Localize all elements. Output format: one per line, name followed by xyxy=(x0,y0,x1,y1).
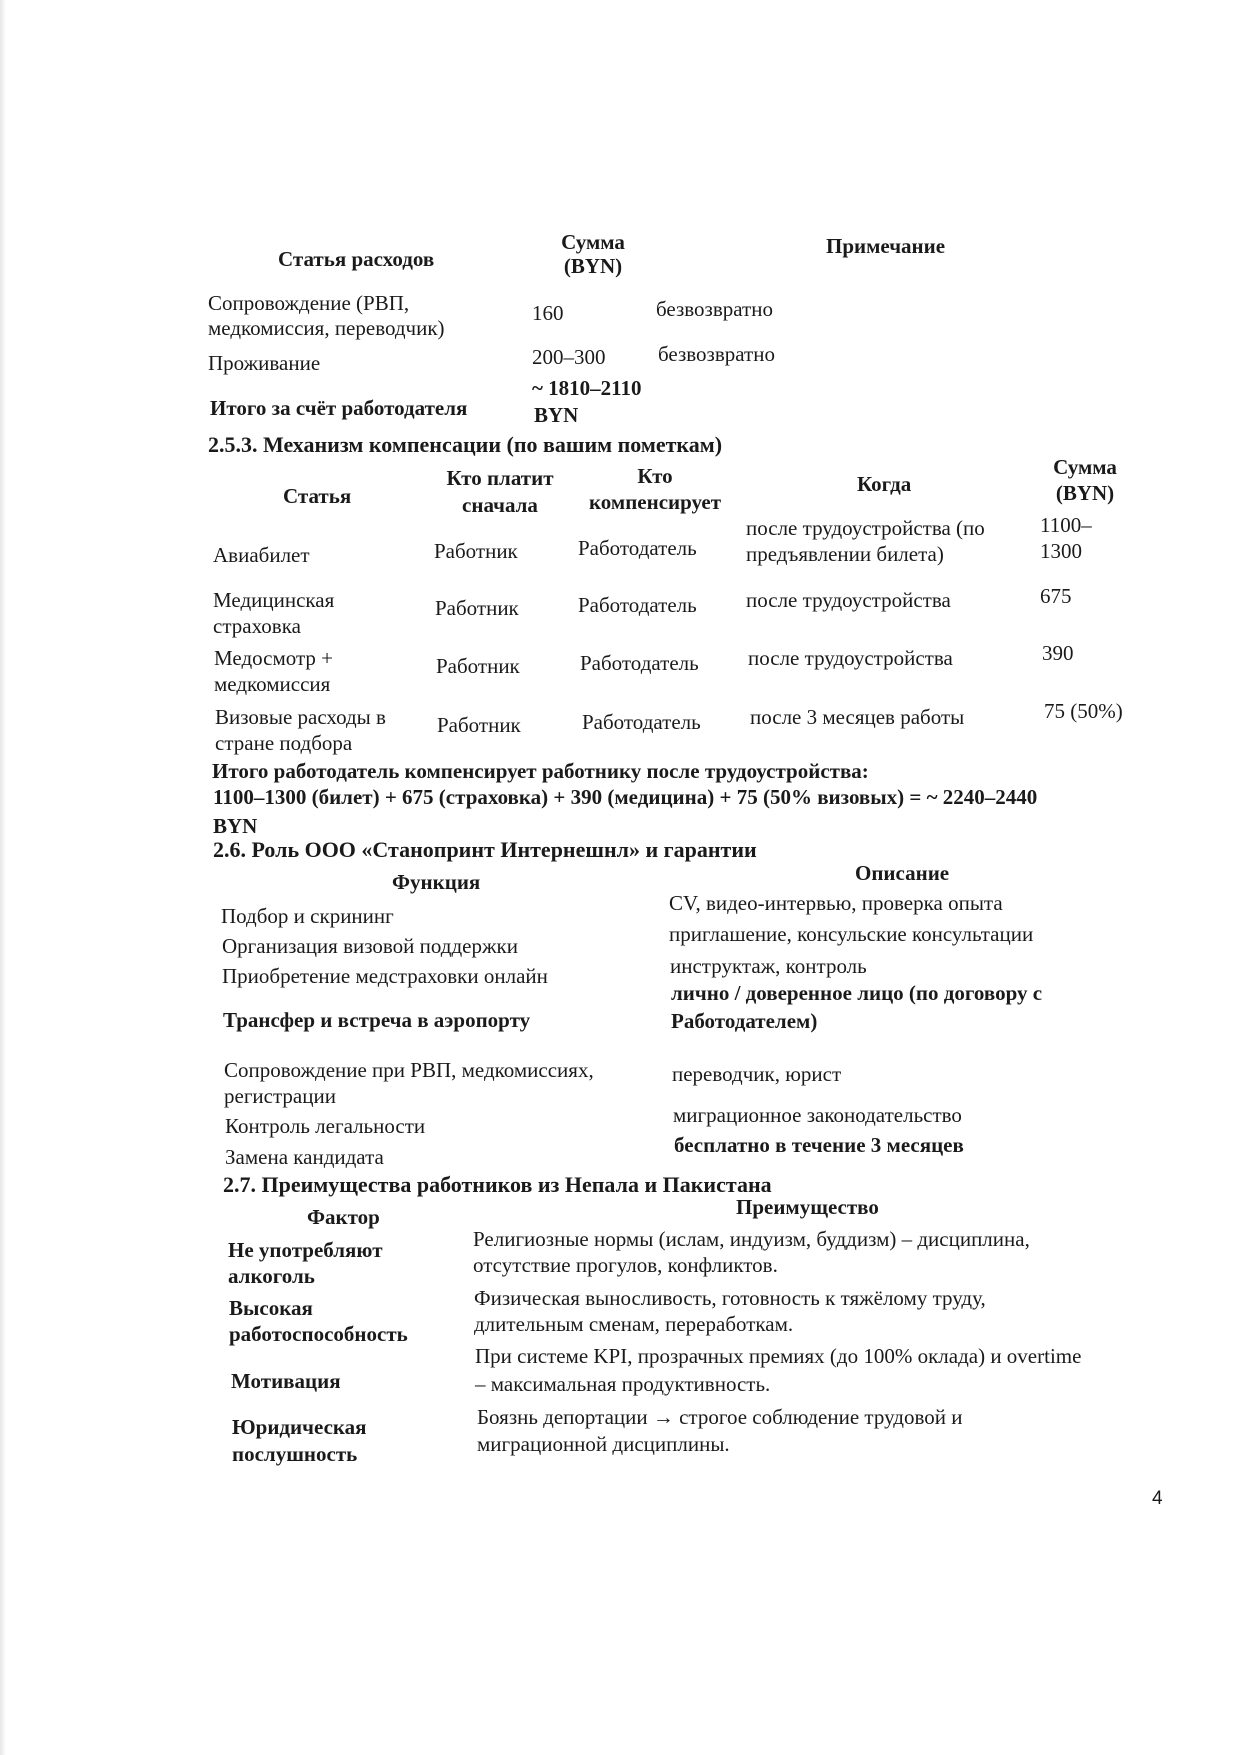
roles-row7-function: Замена кандидата xyxy=(225,1145,384,1169)
adv-row1-factor-line2: алкоголь xyxy=(228,1264,315,1288)
roles-row4-description-line1: лично / доверенное лицо (по договору с xyxy=(671,981,1043,1005)
roles-row5-description: переводчик, юрист xyxy=(672,1062,842,1086)
comp-header-sum-line2: (BYN) xyxy=(1055,481,1115,505)
comp-row1-sum-line1: 1100– xyxy=(1040,513,1092,537)
comp-total-line1: Итого работодатель компенсирует работнику после трудоустройства: xyxy=(212,759,869,783)
adv-row4-factor-line1: Юридическая xyxy=(232,1415,367,1439)
expenses-total-label: Итого за счёт работодателя xyxy=(210,396,468,420)
roles-row1-description: CV, видео-интервью, проверка опыта xyxy=(669,891,1003,915)
adv-row4-advantage-line2: миграционной дисциплины. xyxy=(477,1432,730,1456)
expenses-row2-note: безвозвратно xyxy=(658,342,775,366)
expenses-row1-note: безвозвратно xyxy=(656,297,773,321)
expenses-row1-item-line1: Сопровождение (РВП, xyxy=(208,291,410,315)
comp-row3-item-line1: Медосмотр + xyxy=(214,646,334,670)
comp-row1-when-line2: предъявлении билета) xyxy=(746,542,944,566)
expenses-header-note: Примечание xyxy=(826,234,946,258)
comp-row1-when-line1: после трудоустройства (по xyxy=(746,516,985,540)
comp-total-line3: BYN xyxy=(213,814,258,838)
advantages-header-factor: Фактор xyxy=(307,1205,380,1229)
roles-header-description: Описание xyxy=(855,861,950,885)
adv-row1-advantage-line1: Религиозные нормы (ислам, индуизм, буддизм) – дисциплина, xyxy=(473,1227,1030,1251)
comp-row4-sum: 75 (50%) xyxy=(1044,699,1123,723)
adv-row2-advantage-line2: длительным сменам, переработкам. xyxy=(474,1312,794,1336)
comp-row1-sum-line2: 1300 xyxy=(1040,539,1082,563)
roles-row2-function: Организация визовой поддержки xyxy=(222,934,518,958)
adv-row2-advantage-line1: Физическая выносливость, готовность к тяжёлому труду, xyxy=(474,1286,986,1310)
expenses-header-sum: Сумма (BYN) xyxy=(561,230,625,278)
roles-row4-description-line2: Работодателем) xyxy=(671,1009,818,1033)
comp-row3-item-line2: медкомиссия xyxy=(214,672,331,696)
adv-row2-factor-line2: работоспособность xyxy=(229,1322,408,1346)
comp-header-compensator-line2: компенсирует xyxy=(588,490,722,514)
adv-row3-factor: Мотивация xyxy=(231,1369,341,1393)
expenses-row2-sum: 200–300 xyxy=(532,345,606,369)
comp-row4-payer: Работник xyxy=(437,713,521,737)
section-26-heading: 2.6. Роль ООО «Станопринт Интернешнл» и гарантии xyxy=(213,837,757,862)
adv-row3-advantage-line2: – максимальная продуктивность. xyxy=(475,1372,771,1396)
adv-row2-factor-line1: Высокая xyxy=(229,1296,313,1320)
comp-row1-compensator: Работодатель xyxy=(578,536,697,560)
comp-header-sum-line1: Сумма xyxy=(1053,455,1117,479)
roles-row5-function-line2: регистрации xyxy=(224,1084,336,1108)
comp-row2-item-line2: страховка xyxy=(213,614,301,638)
comp-header-when: Когда xyxy=(857,472,912,496)
scan-edge-shadow xyxy=(0,0,6,1755)
page-number: 4 xyxy=(1152,1488,1163,1509)
adv-row3-advantage-line1: При системе KPI, прозрачных премиях (до 100% оклада) и overtime xyxy=(475,1344,1082,1368)
comp-row3-when: после трудоустройства xyxy=(748,646,953,670)
roles-row4-function: Трансфер и встреча в аэропорту xyxy=(223,1008,531,1032)
comp-row2-item-line1: Медицинская xyxy=(213,588,335,612)
expenses-header-item: Статья расходов xyxy=(278,247,435,271)
roles-row6-function: Контроль легальности xyxy=(225,1114,426,1138)
adv-row4-factor-line2: послушность xyxy=(232,1442,358,1466)
adv-row4-advantage-line1: Боязнь депортации → строгое соблюдение трудовой и xyxy=(477,1405,963,1429)
section-27-heading: 2.7. Преимущества работников из Непала и Пакистана xyxy=(223,1172,772,1197)
comp-row3-sum: 390 xyxy=(1042,641,1074,665)
roles-row6-description: миграционное законодательство xyxy=(673,1103,962,1127)
comp-row2-when: после трудоустройства xyxy=(746,588,951,612)
comp-row4-when: после 3 месяцев работы xyxy=(750,705,965,729)
comp-row1-payer: Работник xyxy=(434,539,518,563)
expenses-total-sum-line1: ~ 1810–2110 xyxy=(532,376,642,400)
roles-row2-description: приглашение, консульские консультации xyxy=(669,922,1034,946)
comp-row3-payer: Работник xyxy=(436,654,520,678)
comp-row4-item-line2: стране подбора xyxy=(215,731,353,755)
comp-total-line2: 1100–1300 (билет) + 675 (страховка) + 390 (медицина) + 75 (50% визовых) = ~ 2240–2440 xyxy=(213,785,1038,809)
comp-row2-compensator: Работодатель xyxy=(578,593,697,617)
roles-row3-function: Приобретение медстраховки онлайн xyxy=(222,964,548,988)
roles-row3-description: инструктаж, контроль xyxy=(670,954,867,978)
comp-row4-item-line1: Визовые расходы в xyxy=(215,705,386,729)
section-253-heading: 2.5.3. Механизм компенсации (по вашим пометкам) xyxy=(208,432,723,457)
roles-row7-description: бесплатно в течение 3 месяцев xyxy=(674,1133,964,1157)
advantages-header-advantage: Преимущество xyxy=(736,1195,879,1219)
comp-row1-item: Авиабилет xyxy=(213,543,310,567)
comp-row2-payer: Работник xyxy=(435,596,519,620)
adv-row1-advantage-line2: отсутствие прогулов, конфликтов. xyxy=(473,1253,778,1277)
expenses-row1-sum: 160 xyxy=(532,301,564,325)
comp-row4-compensator: Работодатель xyxy=(582,710,701,734)
expenses-row1-item-line2: медкомиссия, переводчик) xyxy=(208,316,445,340)
comp-row3-compensator: Работодатель xyxy=(580,651,699,675)
expenses-total-sum-line2: BYN xyxy=(534,403,579,427)
roles-header-function: Функция xyxy=(392,870,481,894)
comp-header-payer-line1: Кто платит xyxy=(446,466,554,490)
comp-header-compensator-line1: Кто xyxy=(637,464,673,488)
adv-row1-factor-line1: Не употребляют xyxy=(228,1238,383,1262)
roles-row1-function: Подбор и скрининг xyxy=(221,904,394,928)
comp-row2-sum: 675 xyxy=(1040,584,1072,608)
roles-row5-function-line1: Сопровождение при РВП, медкомиссиях, xyxy=(224,1058,594,1082)
comp-header-payer-line2: сначала xyxy=(462,493,538,517)
expenses-row2-item: Проживание xyxy=(208,351,321,375)
comp-header-item: Статья xyxy=(283,484,352,508)
